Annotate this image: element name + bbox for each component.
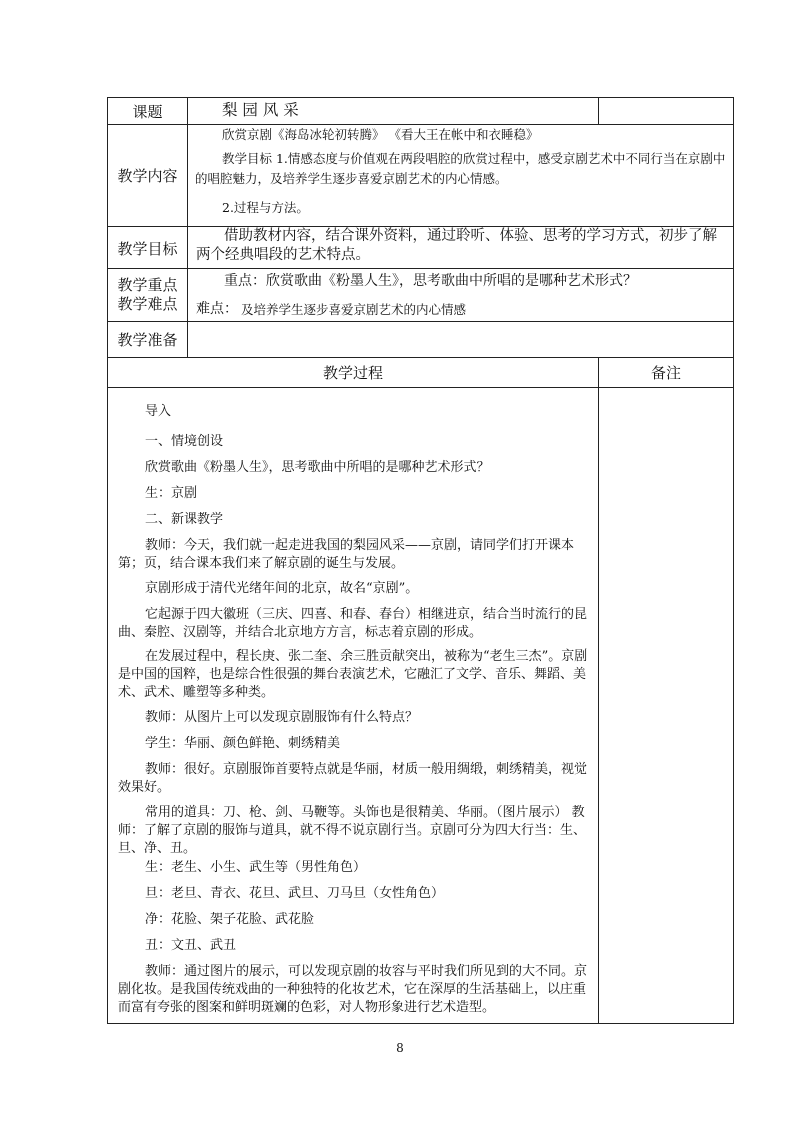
topic-label: 课题 xyxy=(132,103,163,121)
process-paragraph: 生：京剧 xyxy=(145,486,198,501)
topic-right-divider xyxy=(598,97,599,125)
goal-label: 教学目标 xyxy=(117,240,178,258)
key-label-2: 教学难点 xyxy=(117,295,178,313)
process-paragraph: 教师：通过图片的展示，可以发现京剧的妆容与平时我们所见到的大不同。京剧化妆。是我国传统戏曲的一种独特的化妆艺术，它在深厚的生活基础上，以庄重而富有夸张的图案和鲜明斑斓的色彩，对人物形象进行艺术造型。 xyxy=(118,964,588,1015)
process-paragraph: 生：老生、小生、武生等（男性角色） xyxy=(145,860,367,875)
table-border-right xyxy=(733,97,734,1024)
difficult-text: 及培养学生逐步喜爱京剧艺术的内心情感 xyxy=(241,302,467,317)
page-number: 8 xyxy=(396,1041,404,1055)
process-paragraph: 教师：今天，我们就一起走进我国的梨园风采——京剧，请同学们打开课本第；页，结合课本我们来了解京剧的诞生与发展。 xyxy=(118,538,575,571)
process-paragraph: 它起源于四大徽班（三庆、四喜、和春、春台）相继进京，结合当时流行的昆曲、秦腔、汉剧等，并结合北京地方方言，标志着京剧的形成。 xyxy=(118,607,588,640)
process-paragraph: 学生：华丽、颜色鲜艳、刺绣精美 xyxy=(145,736,341,751)
process-paragraph: 教师：很好。京剧服饰首要特点就是华丽，材质一般用绸缎，刺绣精美，视觉效果好。 xyxy=(118,762,588,795)
process-paragraph: 一、情境创设 xyxy=(145,434,224,449)
row-divider xyxy=(107,268,734,269)
table-border-top xyxy=(107,97,734,98)
process-header: 教学过程 xyxy=(322,364,383,382)
content-label: 教学内容 xyxy=(117,167,178,185)
prep-label: 教学准备 xyxy=(117,331,178,349)
key-point: 重点：欣赏歌曲《粉墨人生》，思考歌曲中所唱的是哪种艺术形式？ xyxy=(224,273,637,289)
process-paragraph: 导入 xyxy=(145,404,172,419)
process-paragraph: 在发展过程中，程长庚、张二奎、余三胜贡献突出，被称为“老生三杰”。京剧是中国的国粹，也是综合性很强的舞台表演艺术，它融汇了文学、音乐、舞蹈、美术、武术、雕塑等多种类。 xyxy=(118,649,588,700)
goal-value: 借助教材内容，结合课外资料，通过聆听、体验、思考的学习方式，初步了解两个经典唱段的艺术特点。 xyxy=(196,228,717,263)
process-paragraph: 常用的道具：刀、枪、剑、马鞭等。头饰也是很精美、华丽。（图片展示） 教师：了解了京剧的服饰与道具，就不得不说京剧行当。京剧可分为四大行当：生、旦、净、丑。 xyxy=(118,805,587,856)
table-border-bottom xyxy=(107,1023,734,1024)
process-paragraph: 丑：文丑、武丑 xyxy=(145,938,237,953)
row-divider xyxy=(107,357,734,358)
topic-value: 梨 园 风 采 xyxy=(222,101,299,119)
row-divider xyxy=(107,321,734,322)
process-paragraph: 京剧形成于清代光绪年间的北京，故名“京剧”。 xyxy=(145,581,419,596)
key-label-1: 教学重点 xyxy=(117,276,178,294)
content-line-3: 2.过程与方法。 xyxy=(222,200,309,215)
process-paragraph: 净：花脸、架子花脸、武花脸 xyxy=(145,912,315,927)
process-paragraph: 欣赏歌曲《粉墨人生》，思考歌曲中所唱的是哪种艺术形式？ xyxy=(145,460,490,475)
content-line-2: 教学目标 1.情感态度与价值观在两段唱腔的欣赏过程中，感受京剧艺术中不同行当在京剧中的唱腔魅力，及培养学生逐步喜爱京剧艺术的内心情感。 xyxy=(195,151,726,186)
process-paragraph: 旦：老旦、青衣、花旦、武旦、刀马旦（女性角色） xyxy=(145,886,445,901)
table-border-left xyxy=(107,97,108,1024)
row-divider xyxy=(107,387,734,388)
process-paragraph: 二、新课教学 xyxy=(145,512,224,527)
process-paragraph: 教师：从图片上可以发现京剧服饰有什么特点？ xyxy=(145,710,419,725)
content-line-1: 欣赏京剧《海岛冰轮初转腾》 《看大王在帐中和衣睡稳》 xyxy=(222,127,539,142)
difficult-prefix: 难点： xyxy=(196,301,238,317)
notes-header: 备注 xyxy=(650,364,681,382)
label-column-divider xyxy=(187,97,188,357)
notes-column-divider xyxy=(598,357,599,1024)
